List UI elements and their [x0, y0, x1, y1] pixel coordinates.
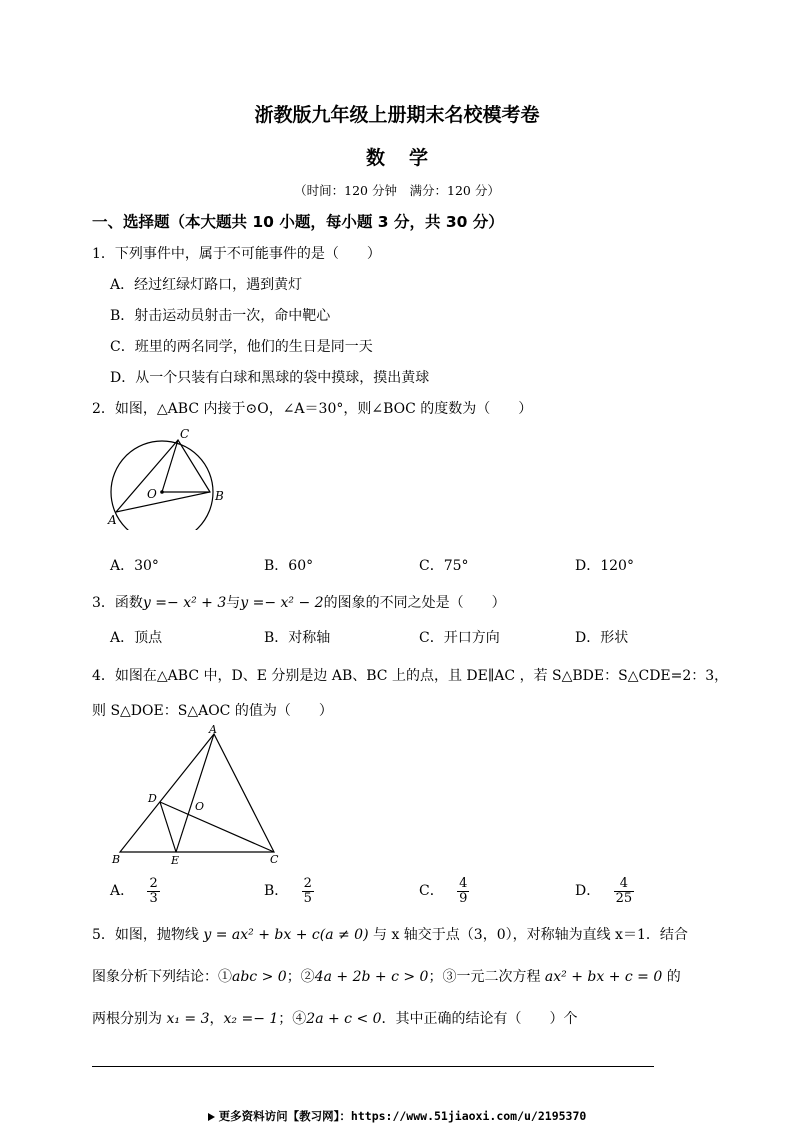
conclusion-3-formula: ax² + bx + c = 0 [544, 969, 663, 985]
conclusion-4-formula: 2a + c < 0 [306, 1011, 382, 1027]
footer-divider [92, 1066, 654, 1067]
question-3-option-d: D．形状 [575, 630, 629, 646]
triangle-de-ac-figure [108, 722, 288, 868]
circle-triangle-figure [104, 426, 234, 530]
question-2-option-a: A．30° [110, 558, 159, 574]
circle-o [111, 441, 213, 530]
conclusion-2-formula: 4a + 2b + c > 0 [314, 969, 429, 985]
label-c: C [180, 427, 190, 441]
question-1-option-c: C．班里的两名同学，他们的生日是同一天 [110, 339, 373, 355]
triangle-abc [120, 734, 274, 852]
question-1-option-a: A．经过红绿灯路口，遇到黄灯 [110, 277, 303, 293]
option-label: D． [575, 883, 601, 900]
label-a: A [209, 723, 217, 736]
text: 的 [666, 969, 681, 985]
fraction [147, 877, 159, 905]
question-2-option-c: C．75° [419, 558, 469, 574]
text: 图象分析下列结论：① [92, 969, 232, 985]
question-5-line-1 [92, 924, 688, 944]
question-3-option-c: C．开口方向 [419, 630, 500, 646]
option-label: C． [419, 883, 444, 900]
label-b: B [215, 489, 224, 503]
question-3-prefix: 3．函数 [92, 595, 143, 611]
question-3-suffix: 的图象的不同之处是（ ） [323, 595, 506, 611]
text: 5．如图，抛物线 [92, 927, 199, 943]
numerator: 4 [459, 876, 468, 891]
label-e: E [171, 854, 180, 867]
question-4-option-c [419, 877, 469, 905]
question-5-line-3 [92, 1008, 578, 1028]
fraction [302, 877, 314, 905]
parabola-formula: y = ax² + bx + c(a ≠ 0) [203, 927, 369, 943]
denominator: 3 [149, 890, 158, 906]
text: ；④ [278, 1011, 307, 1027]
conclusion-1-formula: abc > 0 [232, 969, 287, 985]
question-2-stem: 2．如图，△ABC 内接于⊙O，∠A＝30°，则∠BOC 的度数为（ ） [92, 401, 533, 417]
text: ；② [286, 969, 315, 985]
question-5-line-2 [92, 966, 681, 986]
fraction [614, 877, 635, 905]
label-b: B [112, 853, 121, 866]
label-d: D [148, 792, 157, 805]
root-1-formula: x₁ = 3 [166, 1011, 210, 1027]
question-3-option-a: A．顶点 [110, 630, 163, 646]
text: 两根分别为 [92, 1011, 162, 1027]
segment-dc [160, 802, 274, 852]
page-title: 浙教版九年级上册期末名校模考卷 [254, 104, 540, 126]
question-3-function-1: y =− x² + 3 [142, 595, 227, 611]
denominator: 25 [615, 890, 633, 906]
question-4-option-d [575, 877, 634, 905]
flag-icon [208, 1113, 215, 1121]
question-4-option-b [264, 877, 314, 905]
fraction [457, 877, 469, 905]
label-a: A [108, 513, 117, 527]
question-2-option-d: D．120° [575, 558, 634, 574]
question-1-option-b: B．射击运动员射击一次，命中靶心 [110, 308, 331, 324]
question-3-stem [92, 592, 506, 612]
numerator: 2 [149, 876, 158, 891]
denominator: 9 [459, 890, 468, 906]
footer[interactable] [0, 1108, 794, 1124]
label-c: C [270, 853, 279, 866]
text: 与 x 轴交于点（3，0），对称轴为直线 x＝1．结合 [373, 927, 688, 943]
text: ．其中正确的结论有（ ）个 [381, 1011, 578, 1027]
time-info: （时间：120 分钟 满分：120 分） [294, 183, 500, 198]
section-heading: 一、选择题（本大题共 10 小题，每小题 3 分，共 30 分） [92, 213, 504, 231]
text: ；③一元二次方程 [428, 969, 541, 985]
question-3-mid: 与 [226, 595, 241, 611]
text: ， [209, 1011, 224, 1027]
question-3-function-2: y =− x² − 2 [240, 595, 324, 611]
numerator: 4 [614, 877, 635, 892]
option-label: A． [110, 883, 135, 900]
label-o: O [147, 487, 157, 501]
center-point [160, 490, 164, 494]
root-2-formula: x₂ =− 1 [223, 1011, 279, 1027]
segment-ae [176, 734, 214, 852]
subject-title: 数学 [365, 147, 452, 169]
question-1-option-d: D．从一个只装有白球和黑球的袋中摸球，摸出黄球 [110, 370, 430, 386]
footer-link-text[interactable]: 更多资料访问【教习网】：https://www.51jiaoxi.com/u/2195370 [218, 1109, 587, 1123]
option-label: B． [264, 883, 289, 900]
triangle-abc [116, 440, 210, 512]
question-4-option-a [110, 877, 160, 905]
question-2-option-b: B．60° [264, 558, 314, 574]
denominator: 5 [303, 890, 312, 906]
radii-ob-oc [162, 440, 210, 492]
question-4-stem-line-2: 则 S△DOE：S△AOC 的值为（ ） [92, 703, 333, 719]
label-o: O [195, 800, 205, 813]
question-3-option-b: B．对称轴 [264, 630, 331, 646]
question-1-stem: 1．下列事件中，属于不可能事件的是（ ） [92, 246, 381, 262]
segment-de [160, 802, 176, 852]
numerator: 2 [303, 876, 312, 891]
question-4-stem-line-1: 4．如图在△ABC 中，D、E 分别是边 AB、BC 上的点，且 DE∥AC ，若 S△BDE：S△CDE=2：3， [92, 668, 729, 684]
